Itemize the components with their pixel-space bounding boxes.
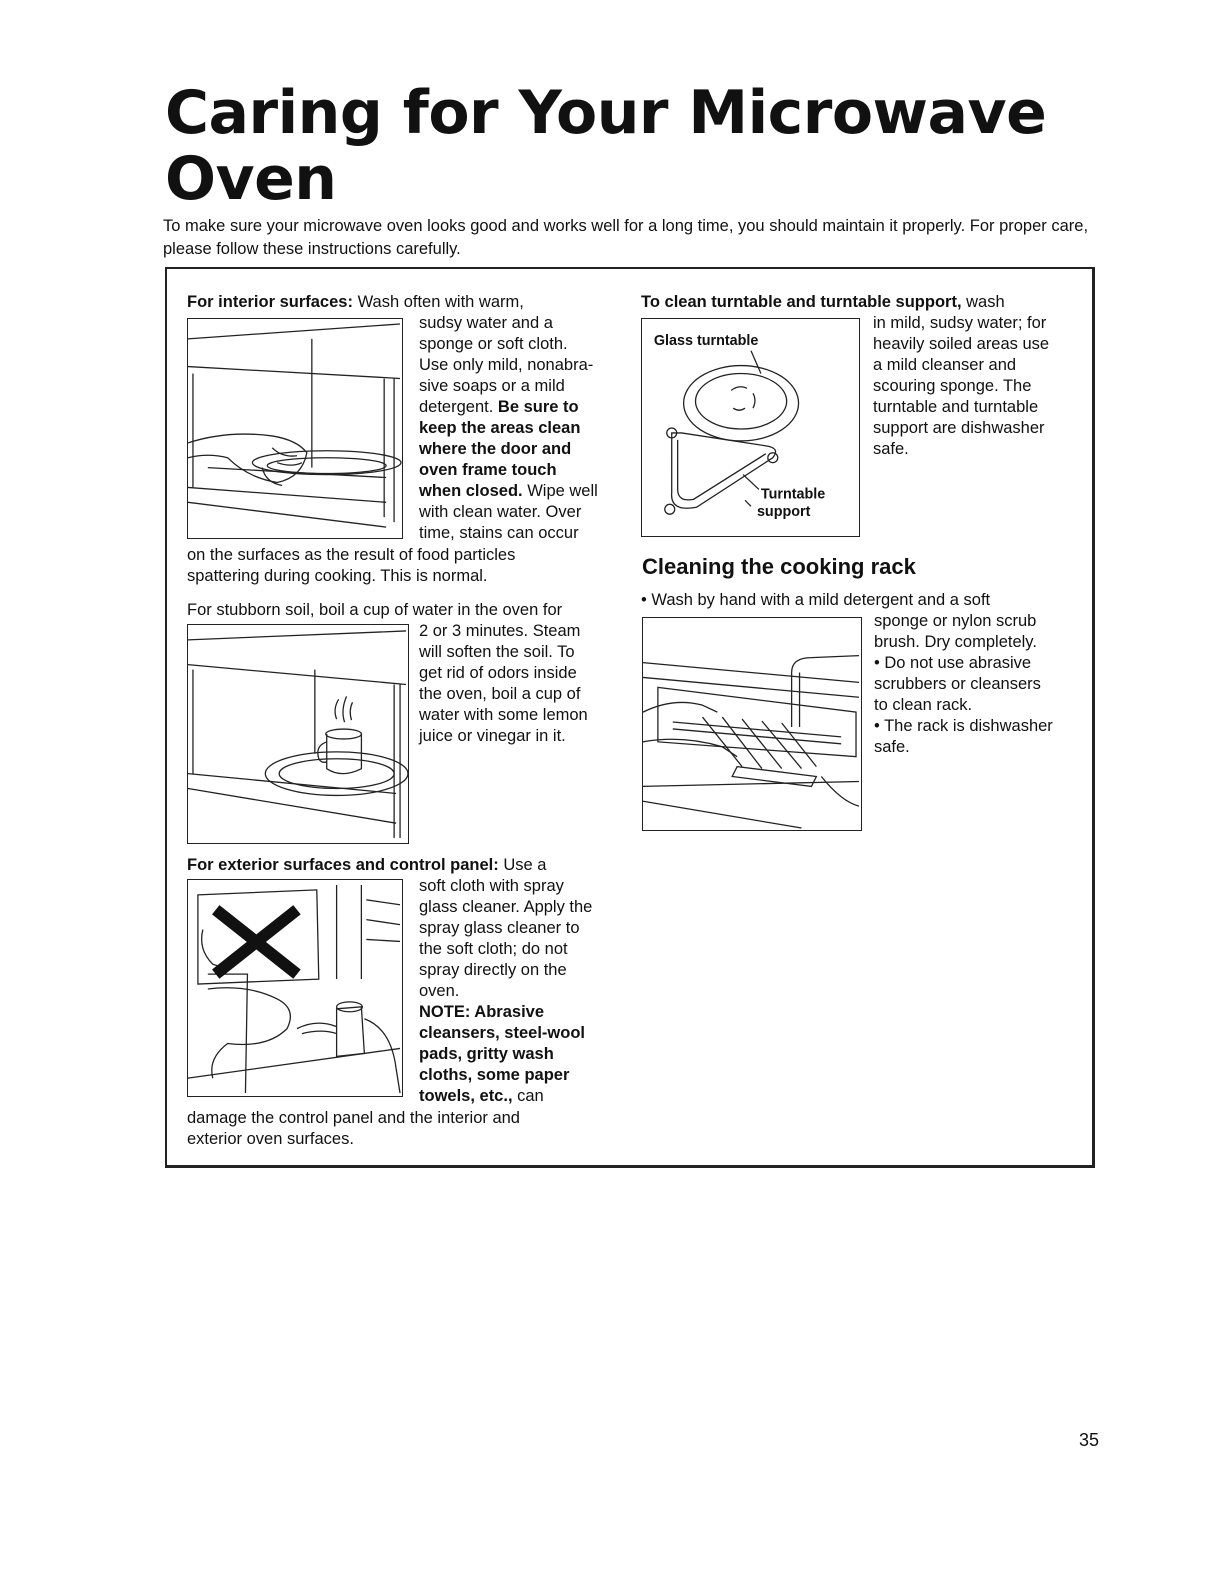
exterior-heading: For exterior surfaces and control panel: [187,856,499,874]
turntable-illustration [641,318,860,537]
intro-paragraph: To make sure your microwave oven looks good and works well for a long time, you should maintain it properly. For proper care, please follow these instructions carefully. [163,217,1089,258]
rack-washing-illustration [642,617,862,831]
cooking-rack-heading: Cleaning the cooking rack [642,554,916,579]
turntable-support-label-1: Turntable [760,486,826,503]
page-number: 35 [1079,1430,1100,1450]
glass-turntable-label: Glass turntable [653,332,759,349]
interior-cleaning-illustration [187,318,403,539]
exterior-cleaning-illustration [187,879,403,1097]
turntable-heading: To clean turntable and turntable support, [641,293,962,311]
turntable-support-label-2: support [756,504,811,521]
boiling-water-illustration [187,624,409,844]
interior-heading: For interior surfaces: [187,293,353,311]
page-title: Caring for Your Microwave Oven [165,78,1047,214]
